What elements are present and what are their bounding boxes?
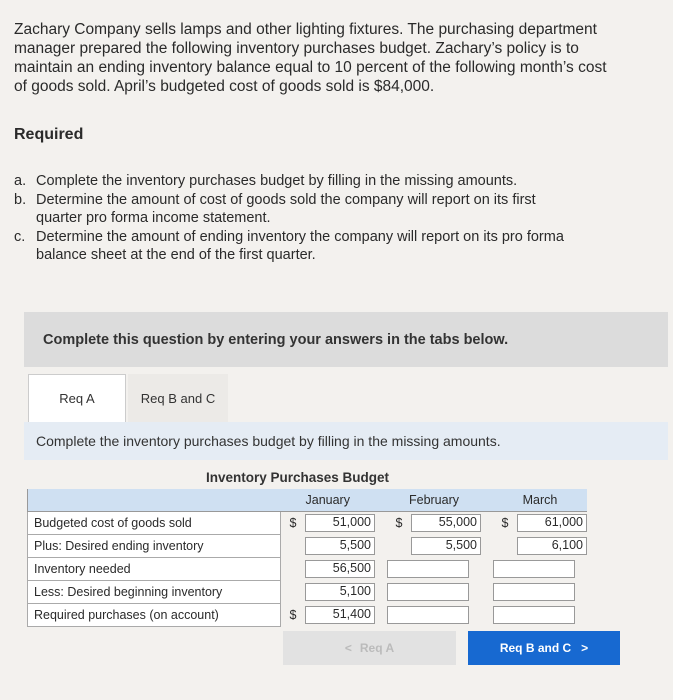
amount-input[interactable]: 56,500: [305, 560, 375, 578]
problem-line: maintain an ending inventory balance equal to 10 percent of the following month’s cost: [14, 59, 607, 76]
chevron-left-icon: <: [344, 641, 352, 655]
amount-input[interactable]: 51,400: [305, 606, 375, 624]
next-tab-button[interactable]: [468, 631, 620, 665]
chevron-right-icon: >: [581, 641, 589, 655]
amount-input[interactable]: 5,100: [305, 583, 375, 601]
month-header-january: January: [281, 489, 376, 512]
tab-req-b-and-c[interactable]: Req B and C: [128, 374, 228, 422]
amount-input[interactable]: 6,100: [517, 537, 587, 555]
amount-input[interactable]: [387, 560, 469, 578]
prev-tab-button[interactable]: [283, 631, 456, 665]
amount-input[interactable]: 51,000: [305, 514, 375, 532]
amount-input[interactable]: 5,500: [411, 537, 481, 555]
tab-req-a[interactable]: Req A: [28, 374, 126, 422]
row-label: Required purchases (on account): [28, 604, 281, 627]
row-label: Plus: Desired ending inventory: [28, 535, 281, 558]
problem-line: Zachary Company sells lamps and other lighting fixtures. The purchasing department: [14, 21, 597, 38]
budget-header-row: [28, 489, 588, 512]
next-tab-label: Req B and C: [499, 641, 572, 655]
month-header-february: February: [387, 489, 481, 512]
amount-input[interactable]: [493, 583, 575, 601]
amount-input[interactable]: 5,500: [305, 537, 375, 555]
amount-input[interactable]: 61,000: [517, 514, 587, 532]
requirement-b: b. Determine the amount of cost of goods sold the company will report on its first quarter pro forma income statement.: [14, 191, 536, 226]
row-label: Inventory needed: [28, 558, 281, 581]
month-header-march: March: [493, 489, 587, 512]
table-row: Required purchases (on account) $ 51,400: [28, 604, 588, 627]
table-row: [28, 535, 588, 558]
required-heading: Required: [14, 126, 84, 143]
amount-input[interactable]: [387, 583, 469, 601]
requirement-a: a. Complete the inventory purchases budget by filling in the missing amounts.: [14, 173, 518, 189]
problem-statement: [14, 20, 654, 96]
table-row: [28, 558, 588, 581]
row-label: Budgeted cost of goods sold: [28, 512, 281, 535]
prev-tab-label: Req A: [359, 641, 395, 655]
table-row: Budgeted cost of goods sold $ 51,000 $ 55,000 $ 61,000: [28, 512, 588, 535]
problem-line: of goods sold. April’s budgeted cost of goods sold is $84,000.: [14, 78, 435, 95]
budget-title: Inventory Purchases Budget: [206, 470, 390, 485]
tab-instruction: Complete the inventory purchases budget by filling in the missing amounts.: [24, 422, 668, 460]
problem-line: manager prepared the following inventory purchases budget. Zachary’s policy is to: [14, 40, 579, 57]
requirements-list: [14, 172, 654, 265]
requirement-c: c. Determine the amount of ending inventory the company will report on its pro forma balance sheet at the end of the first quarter.: [14, 228, 564, 263]
amount-input[interactable]: [493, 606, 575, 624]
row-label: Less: Desired beginning inventory: [28, 581, 281, 604]
amount-input[interactable]: [493, 560, 575, 578]
instructions-banner: Complete this question by entering your answers in the tabs below.: [24, 312, 668, 367]
table-row: [28, 581, 588, 604]
amount-input[interactable]: [387, 606, 469, 624]
amount-input[interactable]: 55,000: [411, 514, 481, 532]
inventory-purchases-budget-table: [27, 489, 587, 627]
